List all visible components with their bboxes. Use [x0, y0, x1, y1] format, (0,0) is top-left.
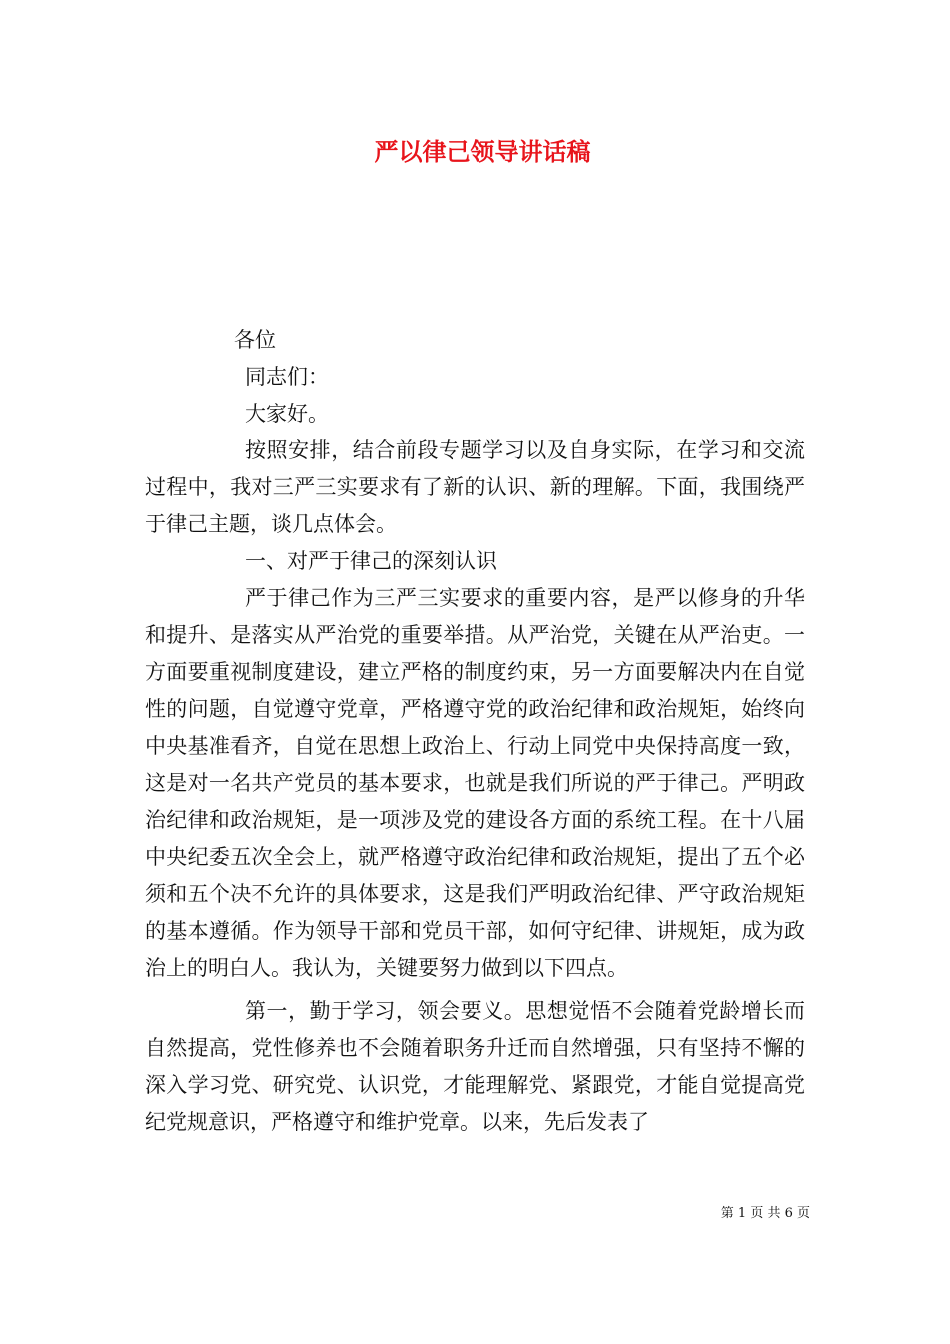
- salutation: 各位: [234, 328, 276, 352]
- section-heading: 一、对严于律己的深刻认识: [245, 549, 497, 573]
- addressee: 同志们：: [245, 365, 329, 389]
- body-text: [145, 432, 805, 1141]
- page-number: 第 1 页 共 6 页: [720, 1206, 810, 1221]
- paragraph-point-one: 第一，勤于学习，领会要义。思想觉悟不会随着党龄增长而自然提高，党性修养也不会随着职务升迁而自然增强，只有坚持不懈的深入学习党、研究党、认识党，才能理解党、紧跟党，才能自觉提高党纪党规意识，严格遵守和维护党章。以来，先后发表了: [145, 999, 805, 1134]
- greeting: 大家好。: [245, 402, 329, 426]
- paragraph-intro: 按照安排，结合前段专题学习以及自身实际，在学习和交流过程中，我对三严三实要求有了新的认识、新的理解。下面，我围绕严于律己主题，谈几点体会。: [145, 438, 805, 536]
- document-title: 严以律己领导讲话稿: [374, 137, 591, 166]
- paragraph-section-one: 严于律己作为三严三实要求的重要内容，是严以修身的升华和提升、是落实从严治党的重要举措。从严治党，关键在从严治吏。一方面要重视制度建设，建立严格的制度约束，另一方面要解决内在自觉性的问题，自觉遵守党章，严格遵守党的政治纪律和政治规矩，始终向中央基准看齐，自觉在思想上政治上、行动上同党中央保持高度一致，这是对一名共产党员的基本要求，也就是我们所说的严于律己。严明政治纪律和政治规矩，是一项涉及党的建设各方面的系统工程。在十八届中央纪委五次全会上，就严格遵守政治纪律和政治规矩，提出了五个必须和五个决不允许的具体要求，这是我们严明政治纪律、严守政治规矩的基本遵循。作为领导干部和党员干部，如何守纪律、讲规矩，成为政治上的明白人。我认为，关键要努力做到以下四点。: [145, 586, 805, 980]
